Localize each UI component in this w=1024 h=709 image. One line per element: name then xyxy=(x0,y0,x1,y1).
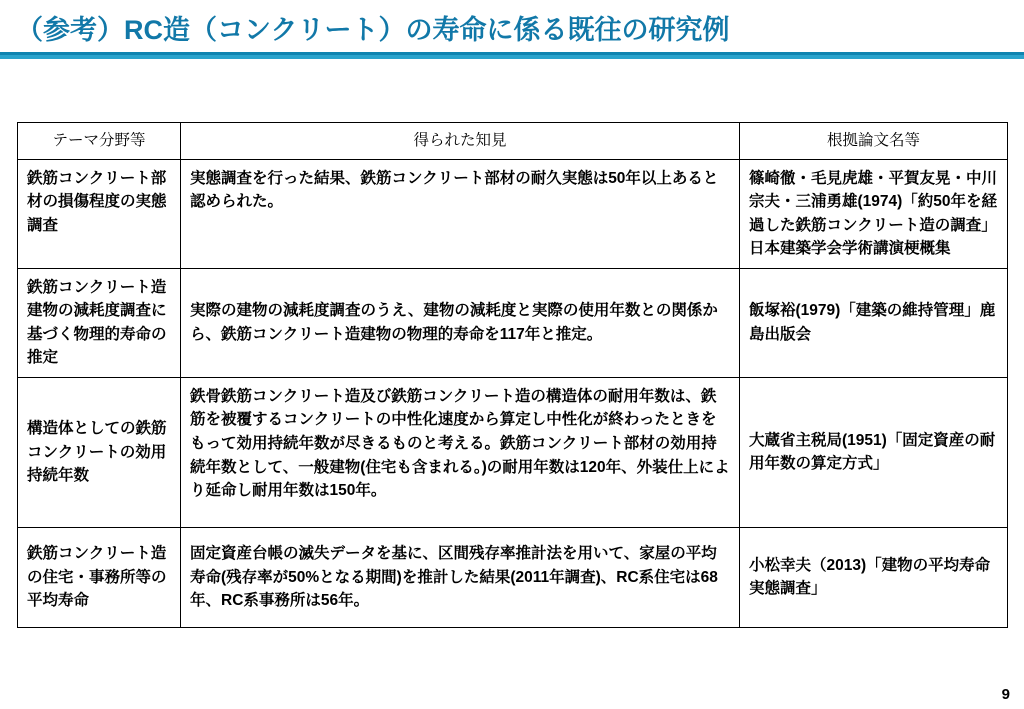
cell-theme: 鉄筋コンクリート造の住宅・事務所等の平均寿命 xyxy=(18,527,181,627)
cell-source: 飯塚裕(1979)「建築の維持管理」鹿島出版会 xyxy=(740,268,1008,377)
column-header-source: 根拠論文名等 xyxy=(740,123,1008,160)
cell-source: 小松幸夫（2013)「建物の平均寿命実態調査」 xyxy=(740,527,1008,627)
cell-theme: 鉄筋コンクリート造建物の減耗度調査に基づく物理的寿命の推定 xyxy=(18,268,181,377)
column-header-findings: 得られた知見 xyxy=(181,123,740,160)
table-row xyxy=(18,159,1008,268)
title-divider-inner xyxy=(0,52,1024,55)
table-row xyxy=(18,377,1008,527)
cell-source: 大蔵省主税局(1951)「固定資産の耐用年数の算定方式」 xyxy=(740,377,1008,527)
cell-finding: 鉄骨鉄筋コンクリート造及び鉄筋コンクリート造の構造体の耐用年数は、鉄筋を被覆するコンクリートの中性化速度から算定し中性化が終わったときをもって効用持続年数が尽きるものと考える。鉄筋コンクリート部材の効用持続年数として、一般建物(住宅も含まれる。)の耐用年数は120年、外装仕上により延命し耐用年数は150年。 xyxy=(181,377,740,527)
cell-theme: 鉄筋コンクリート部材の損傷程度の実態調査 xyxy=(18,159,181,268)
table-row xyxy=(18,268,1008,377)
cell-finding: 固定資産台帳の滅失データを基に、区間残存率推計法を用いて、家屋の平均寿命(残存率が50%となる期間)を推計した結果(2011年調査)、RC系住宅は68年、RC系事務所は56年。 xyxy=(181,527,740,627)
page-number: 9 xyxy=(1001,686,1010,703)
slide-title-bar xyxy=(0,0,1024,58)
table-row xyxy=(18,527,1008,627)
column-header-theme: テーマ分野等 xyxy=(18,123,181,160)
table-header-row xyxy=(18,123,1008,160)
cell-source: 篠崎徹・毛見虎雄・平賀友晃・中川宗夫・三浦勇雄(1974)「約50年を経過した鉄筋コンクリート造の調査」日本建築学会学術講演梗概集 xyxy=(740,159,1008,268)
cell-finding: 実態調査を行った結果、鉄筋コンクリート部材の耐久実態は50年以上あると認められた。 xyxy=(181,159,740,268)
cell-theme: 構造体としての鉄筋コンクリートの効用持続年数 xyxy=(18,377,181,527)
title-divider xyxy=(0,52,1024,59)
page-title: （参考）RC造（コンクリート）の寿命に係る既往の研究例 xyxy=(16,15,730,45)
cell-finding: 実際の建物の減耗度調査のうえ、建物の減耗度と実際の使用年数との関係から、鉄筋コンクリート造建物の物理的寿命を117年と推定。 xyxy=(181,268,740,377)
research-examples-table xyxy=(17,122,1008,628)
